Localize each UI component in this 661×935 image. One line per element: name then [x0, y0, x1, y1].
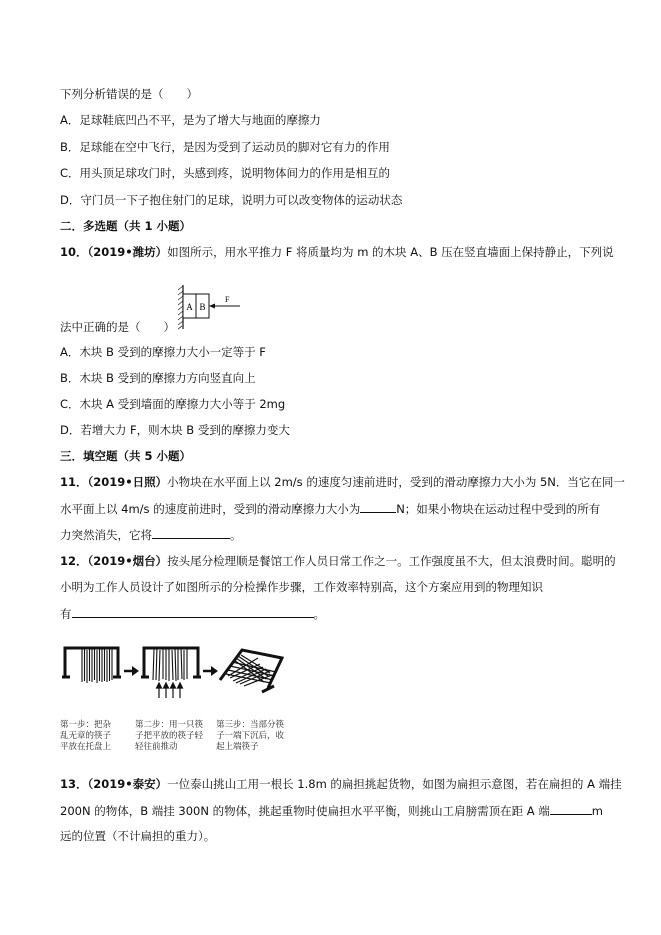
caption-line: 乱无章的筷子 [60, 731, 112, 741]
q13-text1: 一位泰山挑山工用一根长 1.8m 的扁担挑起货物，如图为扁担示意图，若在扁担的 A 端挂 [167, 777, 622, 791]
q12-text1: 按头尾分检理顺是餐馆工作人员日常工作之一。工作强度虽不大，但太浪费时间。聪明的 [167, 554, 616, 568]
q10-line1 [60, 244, 614, 260]
q12-figure-chopstick-steps [60, 636, 310, 718]
q12-line3 [60, 605, 325, 622]
caption-line: 子把平放的筷子轻 [135, 731, 204, 741]
q10-option-c: C．木块 A 受到墙面的摩擦力大小等于 2mg [60, 397, 286, 411]
q12-text3b: 。 [313, 607, 325, 621]
q10-source: （2019•潍坊） [87, 245, 168, 259]
q12-caption-step1 [60, 720, 111, 753]
q13-source: （2019•泰安） [87, 777, 168, 791]
q12-answer-blank[interactable] [72, 605, 314, 618]
step1-tray [62, 647, 121, 683]
q13-line3: 远的位置（不计扁担的重力）。 [60, 829, 216, 843]
q11-text1: 小物块在水平面上以 2m/s 的速度匀速前进时，受到的滑动摩擦力大小为 5N．当它在同一 [167, 475, 625, 489]
q11-line3 [60, 526, 242, 543]
section-title-multiple-choice: 二．多选题（共 1 小题） [60, 219, 192, 233]
q11-text2a: 水平面上以 4m/s 的速度前进时，受到的滑动摩擦力大小为 [60, 502, 361, 516]
section-title-fill-in: 三．填空题（共 5 小题） [60, 449, 192, 463]
arrow-right-icon [203, 666, 218, 676]
q10-text: 如图所示，用水平推力 F 将质量均为 m 的木块 A、B 压在竖直墙面上保持静止，下列说 [167, 245, 614, 259]
q13-text2a: 200N 的物体，B 端挂 300N 的物体，挑起重物时使扁担水平平衡，则挑山工肩膀需顶在距 A 端 [60, 804, 550, 818]
q10-option-a: A．木块 B 受到的摩擦力大小一定等于 F [60, 345, 266, 359]
step2-tray [141, 647, 201, 698]
q10-line2: 法中正确的是（ ） [60, 320, 175, 334]
force-label: F [225, 295, 230, 304]
q9-option-a: A．足球鞋底凹凸不平，是为了增大与地面的摩擦力 [60, 113, 321, 127]
arrow-right-icon [124, 666, 139, 676]
q9-option-c: C．用头顶足球攻门时，头感到疼，说明物体间力的作用是相互的 [60, 166, 391, 180]
q11-line1 [60, 474, 625, 490]
block-a-label: A [186, 302, 193, 312]
q11-text3b: 。 [230, 528, 242, 542]
force-arrowhead [209, 304, 215, 309]
q11-text2b: N；如果小物块在运动过程中受到的所有 [396, 502, 601, 516]
q12-caption-step3 [216, 720, 284, 753]
caption-line: 起上端筷子 [216, 742, 259, 752]
q10-number: 10． [60, 245, 88, 259]
q13-text2b: m [591, 804, 603, 818]
q11-answer-blank-1[interactable] [360, 500, 396, 513]
q12-text3a: 有 [60, 607, 72, 621]
caption-line: 第三步：当部分筷 [216, 720, 285, 730]
caption-line: 子一端下沉后，收 [216, 731, 285, 741]
q13-answer-blank[interactable] [550, 802, 592, 815]
q12-line1 [60, 553, 616, 569]
q12-line2: 小明为工作人员设计了如图所示的分检操作步骤，工作效率特别高，这个方案应用到的物理知识 [60, 580, 543, 594]
q10-option-b: B．木块 B 受到的摩擦力方向竖直向上 [60, 371, 256, 385]
q11-line2 [60, 500, 600, 517]
q11-text3a: 力突然消失，它将 [60, 528, 152, 542]
caption-line: 平放在托盘上 [60, 742, 112, 752]
q12-caption-step2 [135, 720, 203, 753]
q13-line2 [60, 802, 603, 819]
q10-option-d: D．若增大力 F，则木块 B 受到的摩擦力变大 [60, 423, 290, 437]
q13-line1 [60, 776, 622, 792]
q12-source: （2019•烟台） [87, 554, 168, 568]
q9-option-b: B．足球能在空中飞行，是因为受到了运动员的脚对它有力的作用 [60, 140, 390, 154]
q11-source: （2019•日照） [87, 475, 168, 489]
q9-option-d: D．守门员一下子抱住射门的足球，说明力可以改变物体的运动状态 [60, 193, 403, 207]
caption-line: 第一步：把杂 [60, 720, 112, 730]
q13-number: 13． [60, 777, 88, 791]
caption-line: 第二步：用一只筷 [135, 720, 204, 730]
q9-stem: 下列分析错误的是（ ） [60, 87, 198, 101]
caption-line: 轻往前推动 [135, 742, 178, 752]
step3-tray [220, 650, 282, 692]
q12-number: 12． [60, 554, 88, 568]
q11-number: 11． [60, 475, 88, 489]
q10-figure-blocks-on-wall [178, 284, 248, 330]
q11-answer-blank-2[interactable] [152, 526, 230, 539]
block-b-label: B [199, 302, 206, 312]
